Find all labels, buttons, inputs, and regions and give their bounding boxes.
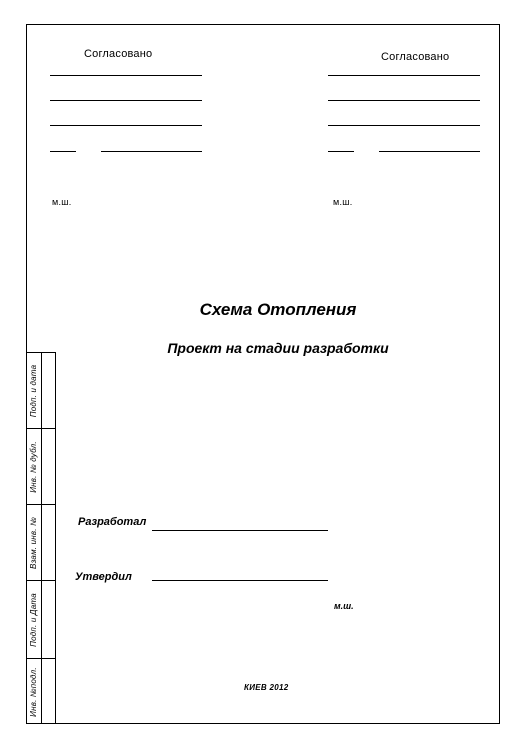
approval-left-stamp: м.ш.	[52, 197, 72, 207]
approval-left-line-3	[50, 125, 202, 126]
side-stamp-cell	[26, 353, 56, 429]
approval-right-line-2	[328, 100, 480, 101]
side-stamp-label: Инв. №подл.	[29, 667, 38, 717]
approval-right-line-3	[328, 125, 480, 126]
side-stamp-label: Подп. и Дата	[29, 593, 38, 647]
approval-left-title: Согласовано	[84, 48, 153, 60]
approval-left-sign-line	[101, 151, 202, 152]
approval-right-sign-line	[379, 151, 480, 152]
approval-left-line-2	[50, 100, 202, 101]
approval-right-title: Согласовано	[381, 51, 450, 63]
approval-right-stamp: м.ш.	[333, 197, 353, 207]
side-stamp-label: Взам. инв. №	[29, 517, 38, 569]
document-title: Схема Отопления	[199, 300, 357, 319]
side-stamp-cell	[26, 581, 56, 659]
approval-right-line-1	[328, 75, 480, 76]
side-stamp-label: Инв. № дубл.	[29, 441, 38, 493]
approval-left-line-1	[50, 75, 202, 76]
approved-label: Утвердил	[75, 571, 132, 583]
side-stamp-label: Подп. и дата	[29, 364, 38, 418]
side-stamp-strip	[26, 352, 56, 724]
side-stamp-cell	[26, 505, 56, 581]
city-year: КИЕВ 2012	[244, 683, 289, 692]
approval-left-date-line	[50, 151, 76, 152]
page-frame	[26, 24, 500, 724]
approval-right-date-line	[328, 151, 354, 152]
document-subtitle: Проект на стадии разработки	[167, 340, 389, 356]
signature-stamp: м.ш.	[334, 601, 354, 611]
approved-sign-line	[152, 580, 328, 581]
developed-sign-line	[152, 530, 328, 531]
developed-label: Разработал	[78, 516, 147, 528]
side-stamp-cell	[26, 659, 56, 725]
side-stamp-cell	[26, 429, 56, 505]
